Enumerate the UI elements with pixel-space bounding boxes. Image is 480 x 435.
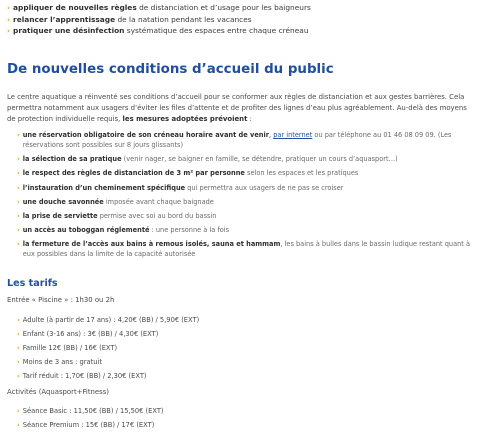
- chevron-right-icon: ›: [17, 131, 20, 139]
- chevron-right-icon: ›: [17, 169, 20, 178]
- chevron-right-icon: ›: [17, 316, 20, 324]
- chevron-right-icon: ›: [17, 358, 20, 367]
- price-item: › Tarif réduit : 1,70€ (BB) / 2,30€ (EXT): [17, 372, 147, 381]
- tarifs-title: Les tarifs: [7, 278, 58, 289]
- list-item: › une douche savonnée imposée avant chaque baignade: [17, 197, 214, 206]
- chevron-right-icon: ›: [7, 26, 11, 36]
- chevron-right-icon: ›: [17, 344, 20, 353]
- price-item: › Séance Basic : 11,50€ (BB) / 15,50€ (EXT): [17, 407, 164, 415]
- chevron-right-icon: ›: [17, 226, 20, 235]
- price-item: › Moins de 3 ans : gratuit: [17, 358, 102, 367]
- chevron-right-icon: ›: [17, 372, 20, 381]
- measures-list: [17, 130, 473, 264]
- chevron-right-icon: ›: [17, 155, 20, 164]
- internet-booking-link[interactable]: par internet: [273, 131, 313, 139]
- list-item: › la prise de serviette permise avec soi au bord du bassin: [17, 211, 217, 220]
- price-item: › Adulte (à partir de 17 ans) : 4,20€ (BB) / 5,90€ (EXT): [17, 316, 200, 324]
- chevron-right-icon: ›: [7, 3, 11, 12]
- list-item: › pratiquer une désinfection systématique des espaces entre chaque créneau: [7, 26, 309, 36]
- list-item: › la fermeture de l’accès aux bains à remous isolés, sauna et hammam, les bains à bulles dans le bassin ludique restant quant à eux possibles dans la limite de la capacité autorisée: [17, 240, 471, 259]
- price-item: › Enfant (3-16 ans) : 3€ (BB) / 4,30€ (EXT): [17, 330, 159, 339]
- list-item: › appliquer de nouvelles règles de distanciation et d’usage pour les baigneurs: [7, 3, 311, 12]
- list-item: › un accès au toboggan réglementé : une personne à la fois: [17, 226, 230, 235]
- chevron-right-icon: ›: [17, 183, 20, 192]
- list-item: › une réservation obligatoire de son créneau horaire avant de venir, par internet ou par téléphone au 01 46 08 09 09. (Les réservations sont possibles sur 8 jours glissants): [17, 131, 452, 149]
- list-item: › la sélection de sa pratique (venir nager, se baigner en famille, se détendre, pratiquer un cours d’aquasport…): [17, 155, 398, 164]
- activities-list: [17, 407, 317, 435]
- intro-paragraph: Le centre aquatique a réinventé ses conditions d’accueil pour se conformer aux règles de distanciation et aux gestes barrières. Cela permettra notamment aux usagers d’éviter les files d’attente et de profiter des lignes d’eau plus agréablement. Au-delà des moyens de protection individuelle requis, les mesures adoptées prévoient :: [7, 93, 467, 123]
- list-item: › l’instauration d’un cheminement spécifique qui permettra aux usagers de ne pas se croiser: [17, 183, 344, 192]
- price-item: › Séance Premium : 15€ (BB) / 17€ (EXT): [17, 421, 155, 429]
- chevron-right-icon: ›: [17, 211, 20, 220]
- chevron-right-icon: ›: [17, 407, 20, 415]
- list-item: › le respect des règles de distanciation de 3 m² par personne selon les espaces et les pratiques: [17, 169, 359, 178]
- chevron-right-icon: ›: [17, 240, 20, 249]
- chevron-right-icon: ›: [17, 197, 20, 206]
- section-title: De nouvelles conditions d’accueil du public: [7, 62, 334, 77]
- prices-list: [17, 316, 317, 386]
- list-item: › relancer l’apprentissage de la natation pendant les vacances: [7, 14, 252, 24]
- chevron-right-icon: ›: [7, 14, 11, 24]
- chevron-right-icon: ›: [17, 421, 20, 429]
- activities-heading: Activités (Aquasport+Fitness): [7, 388, 109, 396]
- price-item: › Famille 12€ (BB) / 16€ (EXT): [17, 344, 118, 353]
- entree-heading: Entrée « Piscine » : 1h30 ou 2h: [7, 296, 115, 304]
- objectives-list: [7, 2, 473, 37]
- chevron-right-icon: ›: [17, 330, 20, 339]
